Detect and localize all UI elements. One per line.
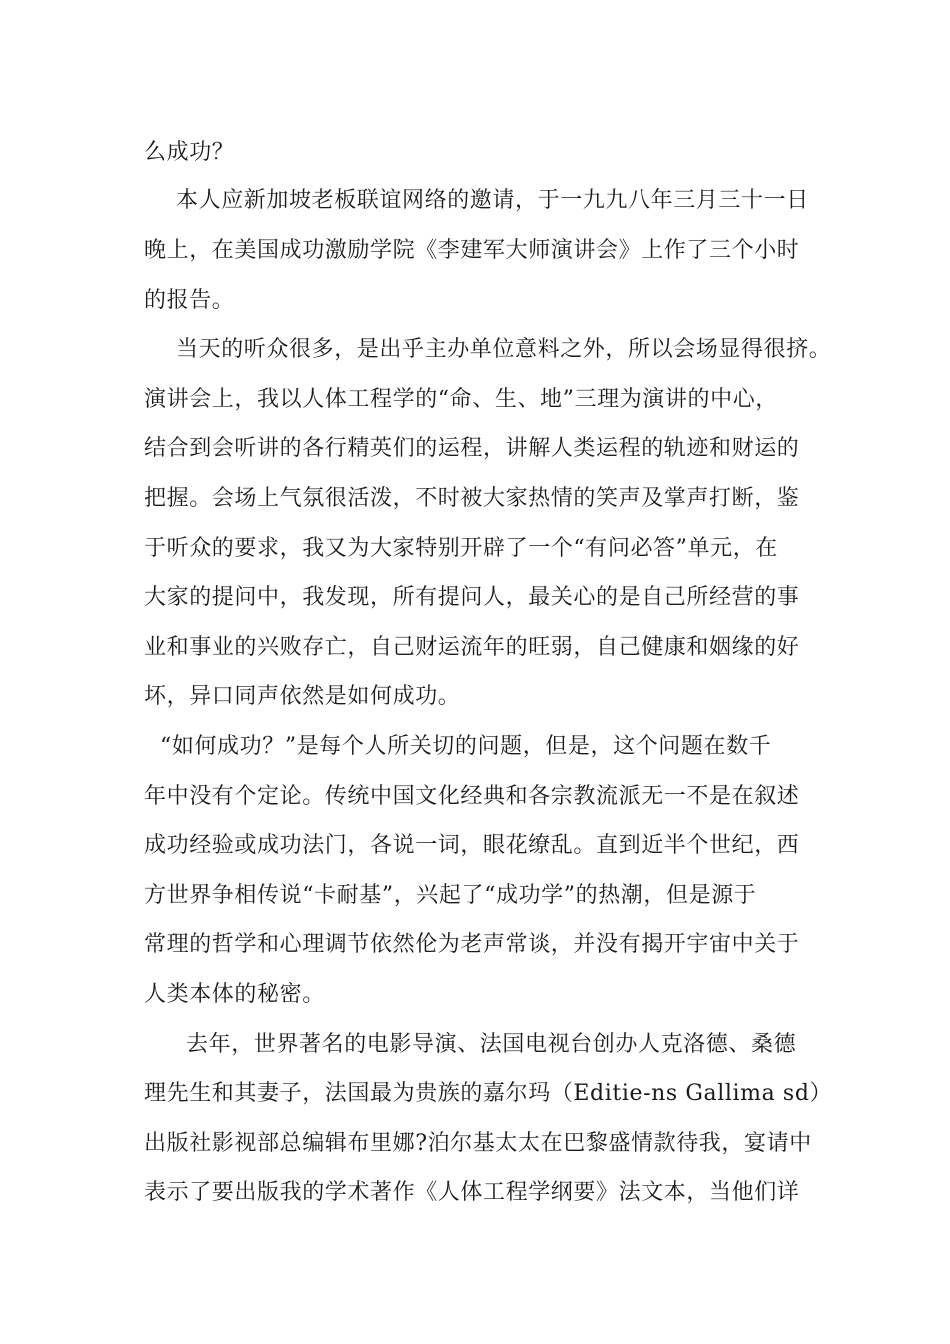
text-line: 常理的哲学和心理调节依然伦为老声常谈，并没有揭开宇宙中关于 bbox=[144, 932, 800, 957]
text-line: 年中没有个定论。传统中国文化经典和各宗教流派无一不是在叙述 bbox=[144, 784, 800, 809]
text-line: 么成功？ bbox=[144, 140, 235, 165]
text-line: 的报告。 bbox=[144, 288, 235, 313]
text-line: 演讲会上，我以人体工程学的“命、生、地”三理为演讲的中心， bbox=[144, 387, 778, 412]
text-line: 晚上，在美国成功激励学院《李建军大师演讲会》上作了三个小时 bbox=[144, 238, 800, 263]
text-line: 大家的提问中，我发现，所有提问人，最关心的是自己所经营的事 bbox=[144, 585, 800, 610]
text-line: 于听众的要求，我又为大家特别开辟了一个“有问必答”单元，在 bbox=[144, 536, 778, 561]
text-line: 把握。会场上气氛很活泼，不时被大家热情的笑声及掌声打断，鉴 bbox=[144, 486, 800, 511]
text-line: 结合到会听讲的各行精英们的运程，讲解人类运程的轨迹和财运的 bbox=[144, 436, 800, 461]
text-line: 表示了要出版我的学术著作《人体工程学纲要》法文本，当他们详 bbox=[144, 1180, 800, 1205]
text-line: 坏，异口同声依然是如何成功。 bbox=[144, 684, 461, 709]
paragraph-first-line: 去年，世界著名的电影导演、法国电视台创办人克洛德、桑德 bbox=[186, 1032, 797, 1057]
text-line: 理先生和其妻子，法国最为贵族的嘉尔玛（Editie-ns Gallima sd） bbox=[144, 1081, 833, 1106]
text-line: 人类本体的秘密。 bbox=[144, 982, 325, 1007]
text-line: 方世界争相传说“卡耐基”，兴起了“成功学”的热潮，但是源于 bbox=[144, 883, 757, 908]
text-line: 业和事业的兴败存亡，自己财运流年的旺弱，自己健康和姻缘的好 bbox=[144, 635, 800, 660]
text-line: 成功经验或成功法门，各说一词，眼花缭乱。直到近半个世纪，西 bbox=[144, 833, 800, 858]
paragraph-first-line: “如何成功？”是每个人所关切的问题，但是，这个问题在数千 bbox=[160, 734, 772, 759]
text-line: 出版社影视部总编辑布里娜?泊尔基太太在巴黎盛情款待我，宴请中 bbox=[144, 1131, 812, 1156]
paragraph-first-line: 本人应新加坡老板联谊网络的邀请，于一九九八年三月三十一日 bbox=[176, 188, 809, 213]
paragraph-first-line: 当天的听众很多，是出乎主办单位意料之外，所以会场显得很挤。 bbox=[176, 337, 832, 362]
